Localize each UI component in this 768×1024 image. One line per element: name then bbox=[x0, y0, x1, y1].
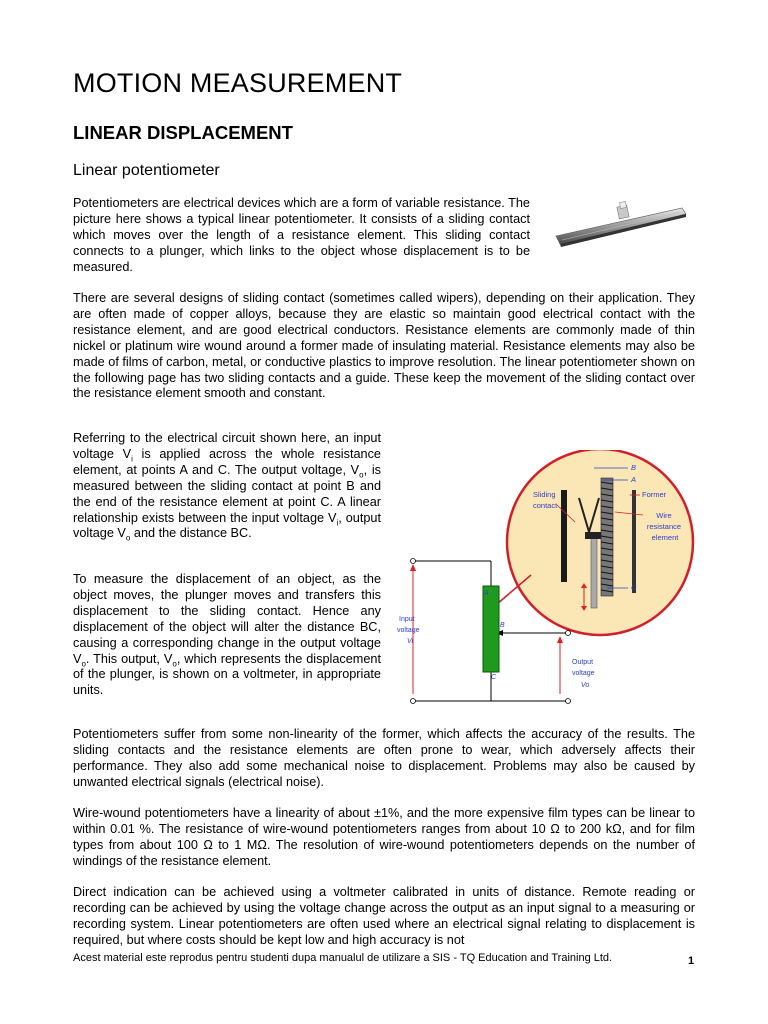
label-a: A bbox=[484, 590, 489, 597]
label-former: Former bbox=[642, 490, 667, 499]
label-c-top: C bbox=[631, 583, 637, 592]
label-input-voltage: voltage bbox=[397, 627, 420, 634]
label-b-top: B bbox=[631, 463, 637, 472]
linear-potentiometer-image bbox=[552, 200, 688, 250]
paragraph-non-linearity: Potentiometers suffer from some non-linearity of the former, which affects the accuracy of the results. The sliding contacts and the resistance elements are often prone to wear, which adversely affects their performance. They also add some mechanical noise to displacement. Problems may also be caused by unwanted electrical signals (electrical noise). bbox=[73, 727, 695, 789]
subsection-heading: Linear potentiometer bbox=[73, 162, 220, 179]
label-output: Output bbox=[572, 659, 594, 666]
plunger bbox=[591, 538, 597, 608]
resistor bbox=[483, 586, 499, 672]
paragraph-indication: Direct indication can be achieved using a voltmeter calibrated in units of distance. Remote reading or recording can be achieved by using the voltage change across the output as an input signal to a measuring or recording system. Linear potentiometers are often used where an electrical signal relating to displacement is required, but where costs should be kept low and high accuracy is not bbox=[73, 885, 695, 947]
page-title: MOTION MEASUREMENT bbox=[73, 68, 403, 98]
former bbox=[632, 490, 636, 593]
page-footer: Acest material este reprodus pentru studenti dupa manualul de utilizare a SIS - TQ Education and Training Ltd. bbox=[73, 952, 613, 964]
label-c: C bbox=[491, 674, 497, 681]
paragraph-circuit: Referring to the electrical circuit shown here, an input voltage $V_i$ is applied across the whole resistance element, at points A and C. The output voltage, $V_o$, is measured between the sliding contact at point B and the end of the resistance element at point C. A linear relationship exists between the input voltage $V_i$, output voltage $V_o$ and the distance BC. bbox=[73, 431, 381, 543]
paragraph-linearity: Wire-wound potentiometers have a linearity of about ±1%, and the more expensive film types can be linear to within 0.01 %. The resistance of wire-wound potentiometers ranges from about 10 Ω to 200 kΩ, and for film types from about 100 Ω to 1 MΩ. The resolution of wire-wound potentiometers depends on the number of windings of the resistance element. bbox=[73, 806, 695, 868]
magnified-view-circle bbox=[507, 450, 693, 635]
label-output-voltage: voltage bbox=[572, 670, 595, 677]
paragraph-measure: To measure the displacement of an object, as the object moves, the plunger moves and transfers this displacement to the sliding contact. Hence any displacement of the object will alter the distance BC, causing a corresponding change in the output voltage $V_o$. This output, $V_o$, which represents the displacement of the plunger, is shown on a voltmeter, in appropriate units. bbox=[73, 572, 381, 698]
potentiometer-circuit-diagram bbox=[395, 450, 695, 720]
page-number: 1 bbox=[688, 955, 695, 967]
section-heading: LINEAR DISPLACEMENT bbox=[73, 122, 293, 143]
label-vi: Vi bbox=[407, 638, 414, 645]
label-input: Input bbox=[399, 616, 415, 623]
svg-text:Input voltage Vi bbox=[397, 616, 422, 645]
label-resistance: resistance bbox=[646, 522, 682, 531]
label-contact: contact bbox=[533, 501, 558, 510]
label-a-top: A bbox=[631, 475, 637, 484]
label-sliding: Sliding bbox=[533, 490, 556, 499]
sliding-contact bbox=[561, 490, 567, 582]
paragraph-intro: Potentiometers are electrical devices which are a form of variable resistance. The picture here shows a typical linear potentiometer. It consists of a sliding contact which moves over the length of a resistance element. This sliding contact connects to a plunger, which links to the object whose displacement is to be measured. bbox=[73, 196, 530, 274]
label-wire: Wire bbox=[656, 511, 672, 520]
label-element: element bbox=[651, 533, 679, 542]
label-b: B bbox=[500, 622, 505, 629]
svg-text:Output voltage Vo bbox=[572, 659, 597, 689]
label-vo: Vo bbox=[581, 682, 590, 689]
paragraph-sliding-contact: There are several designs of sliding contact (sometimes called wipers), depending on their application. They are often made of copper alloys, because they are elastic so maintain good electrical contact with the resistance element, and are good electrical conductors. Resistance elements are commonly made of thin nickel or platinum wire wound around a former made of insulating material. Resistance elements may also be made of films of carbon, metal, or conductive plastics to improve resolution. The linear potentiometer shown on the following page has two sliding contacts and a guide. These keep the movement of the sliding contact over the resistance element smooth and constant. bbox=[73, 291, 695, 401]
